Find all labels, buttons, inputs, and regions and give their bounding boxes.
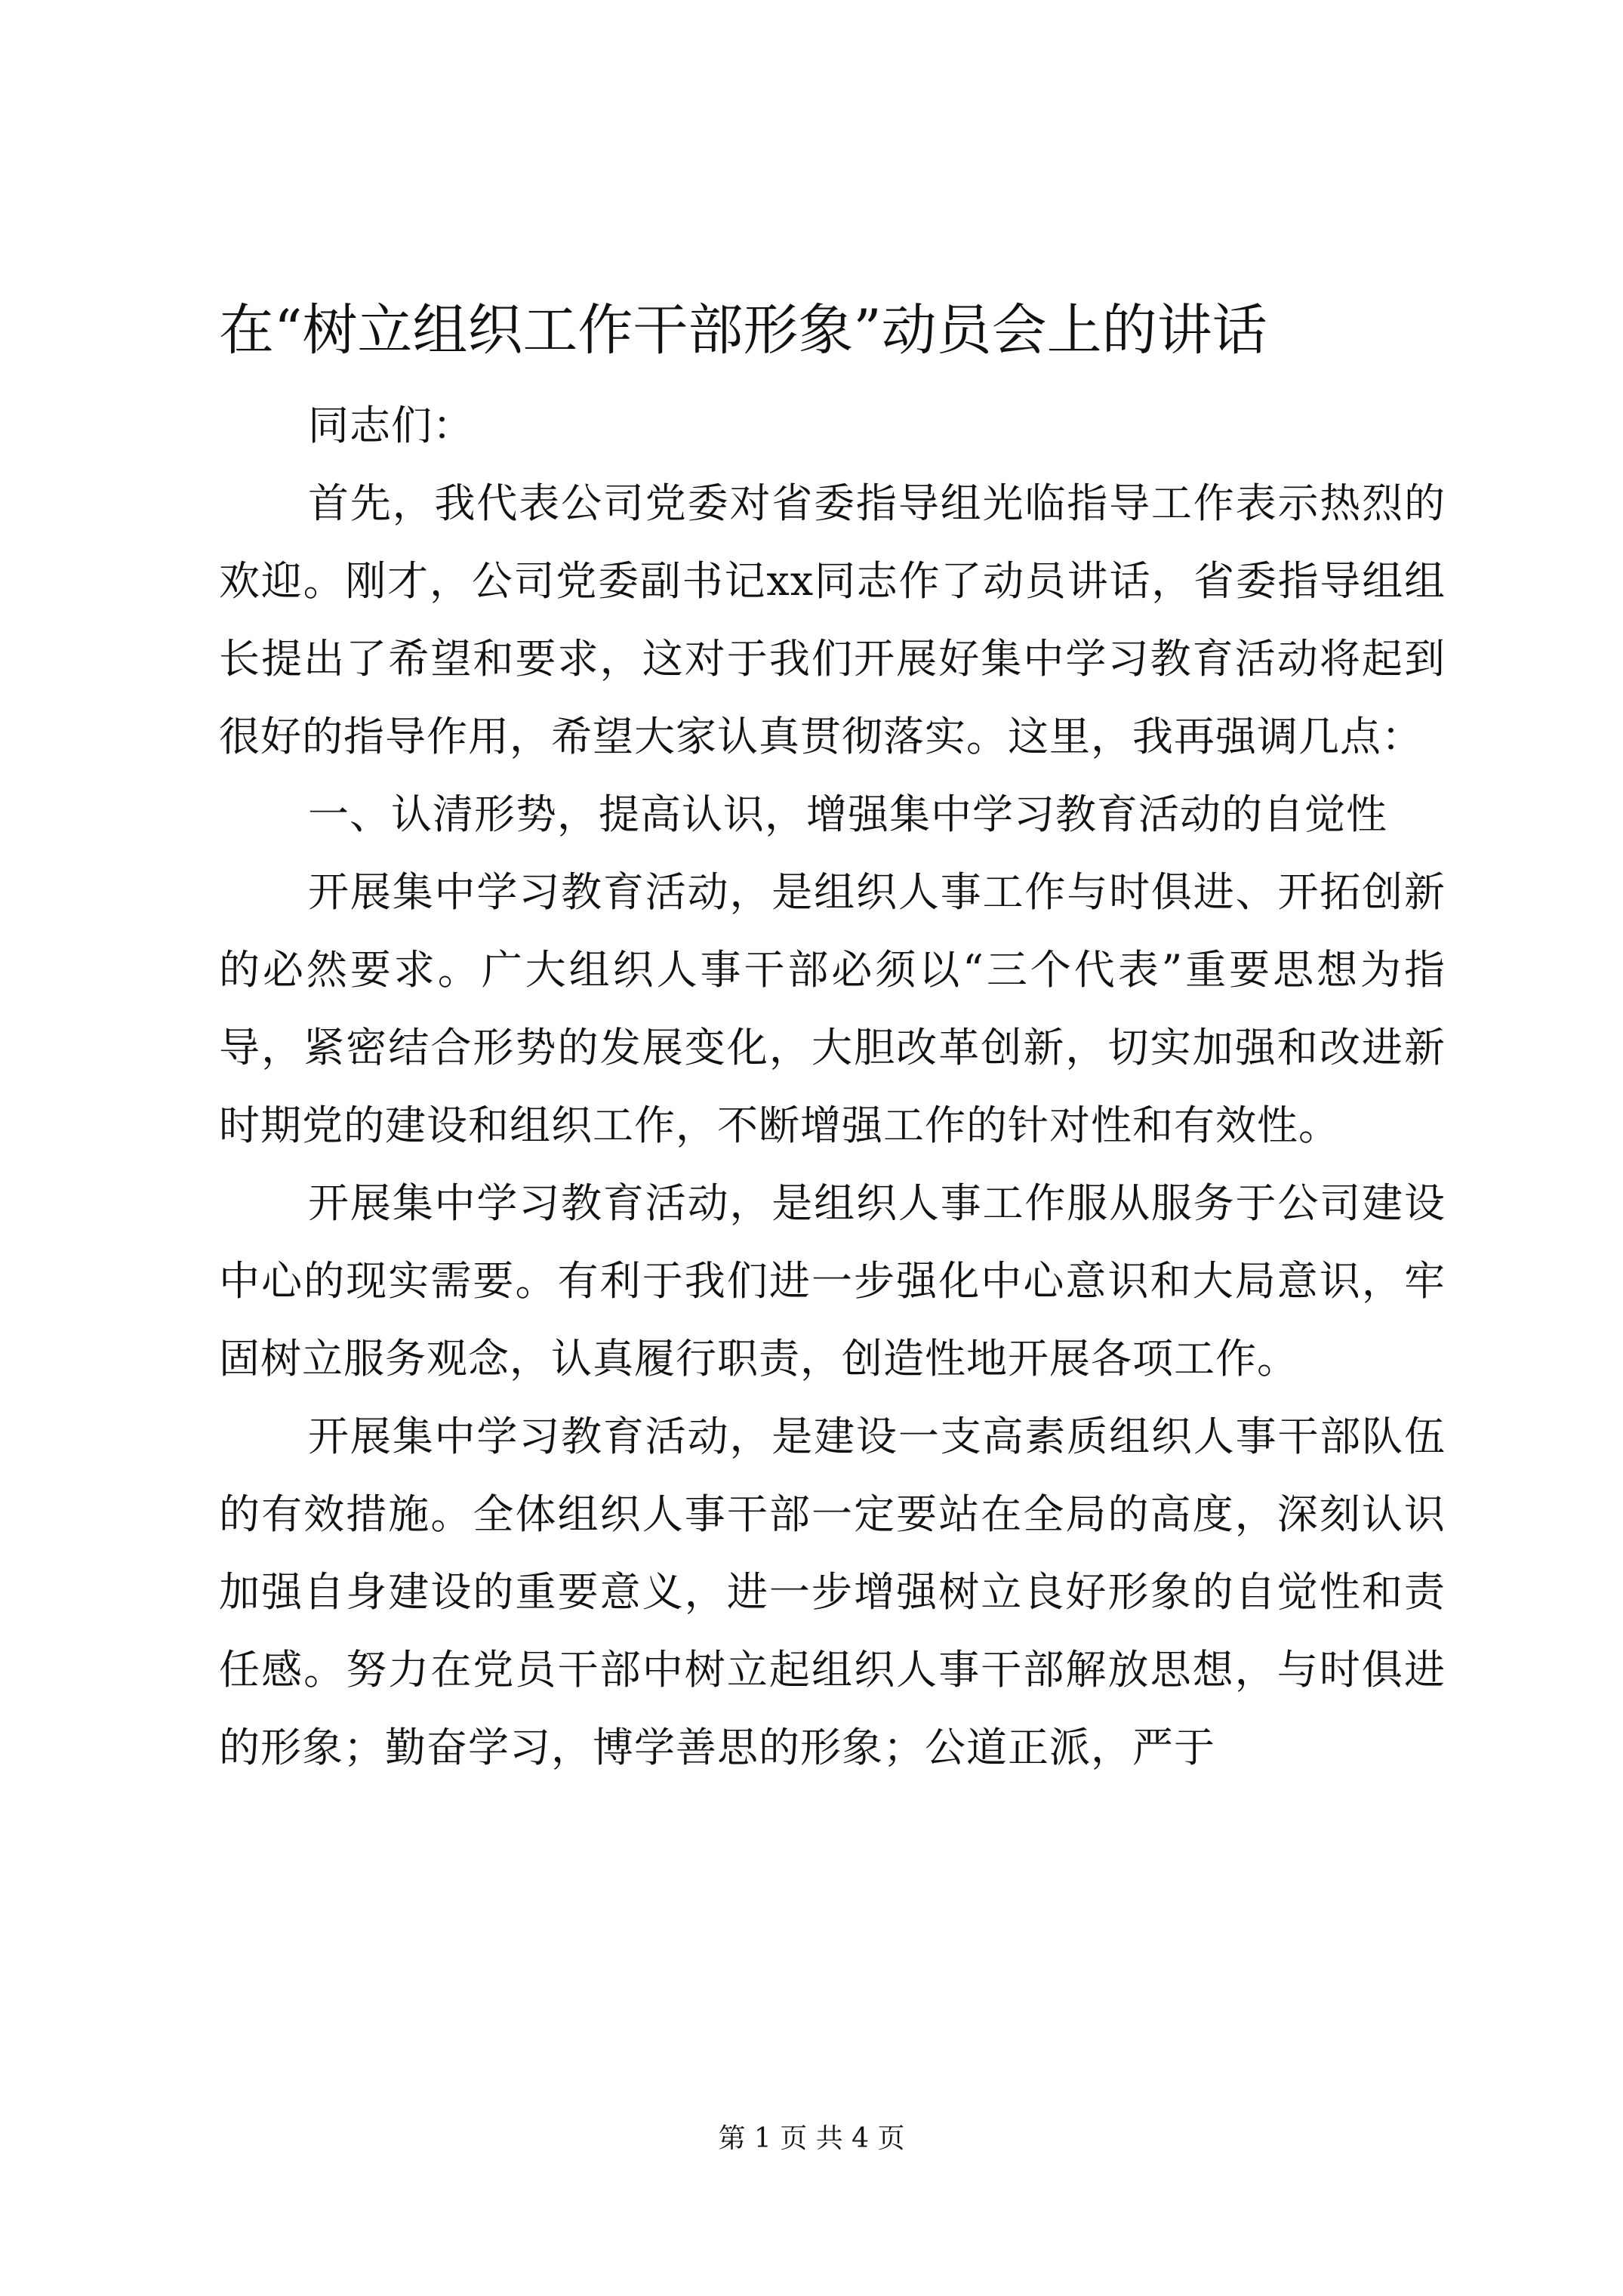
page-footer: 第 1 页 共 4 页 bbox=[718, 2123, 905, 2154]
body-paragraph: 开展集中学习教育活动，是组织人事工作服从服务于公司建设中心的现实需要。有利于我们进一步强化中心意识和大局意识，牢固树立服务观念，认真履行职责，创造性地开展各项工作。 bbox=[219, 1179, 1446, 1382]
section-heading: 一、认清形势，提高认识，增强集中学习教育活动的自觉性 bbox=[308, 791, 1387, 838]
intro-paragraph: 首先，我代表公司党委对省委指导组光临指导工作表示热烈的欢迎。刚才，公司党委副书记xx同志作了动员讲话，省委指导组组长提出了希望和要求，这对于我们开展好集中学习教育活动将起到很好的指导作用，希望大家认真贯彻落实。这里，我再强调几点： bbox=[219, 479, 1446, 760]
body-paragraph: 开展集中学习教育活动，是建设一支高素质组织人事干部队伍的有效措施。全体组织人事干部一定要站在全局的高度，深刻认识加强自身建设的重要意义，进一步增强树立良好形象的自觉性和责任感。努力在党员干部中树立起组织人事干部解放思想，与时俱进的形象；勤奋学习，博学善思的形象；公道正派，严于 bbox=[219, 1413, 1446, 1771]
document-title: 在“树立组织工作干部形象”动员会上的讲话 bbox=[219, 298, 1267, 362]
salutation-paragraph: 同志们： bbox=[308, 402, 474, 449]
document-body bbox=[219, 387, 1446, 1786]
body-paragraph: 开展集中学习教育活动，是组织人事工作与时俱进、开拓创新的必然要求。广大组织人事干部必须以“三个代表”重要思想为指导，紧密结合形势的发展变化，大胆改革创新，切实加强和改进新时期党的建设和组织工作，不断增强工作的针对性和有效性。 bbox=[219, 868, 1446, 1149]
